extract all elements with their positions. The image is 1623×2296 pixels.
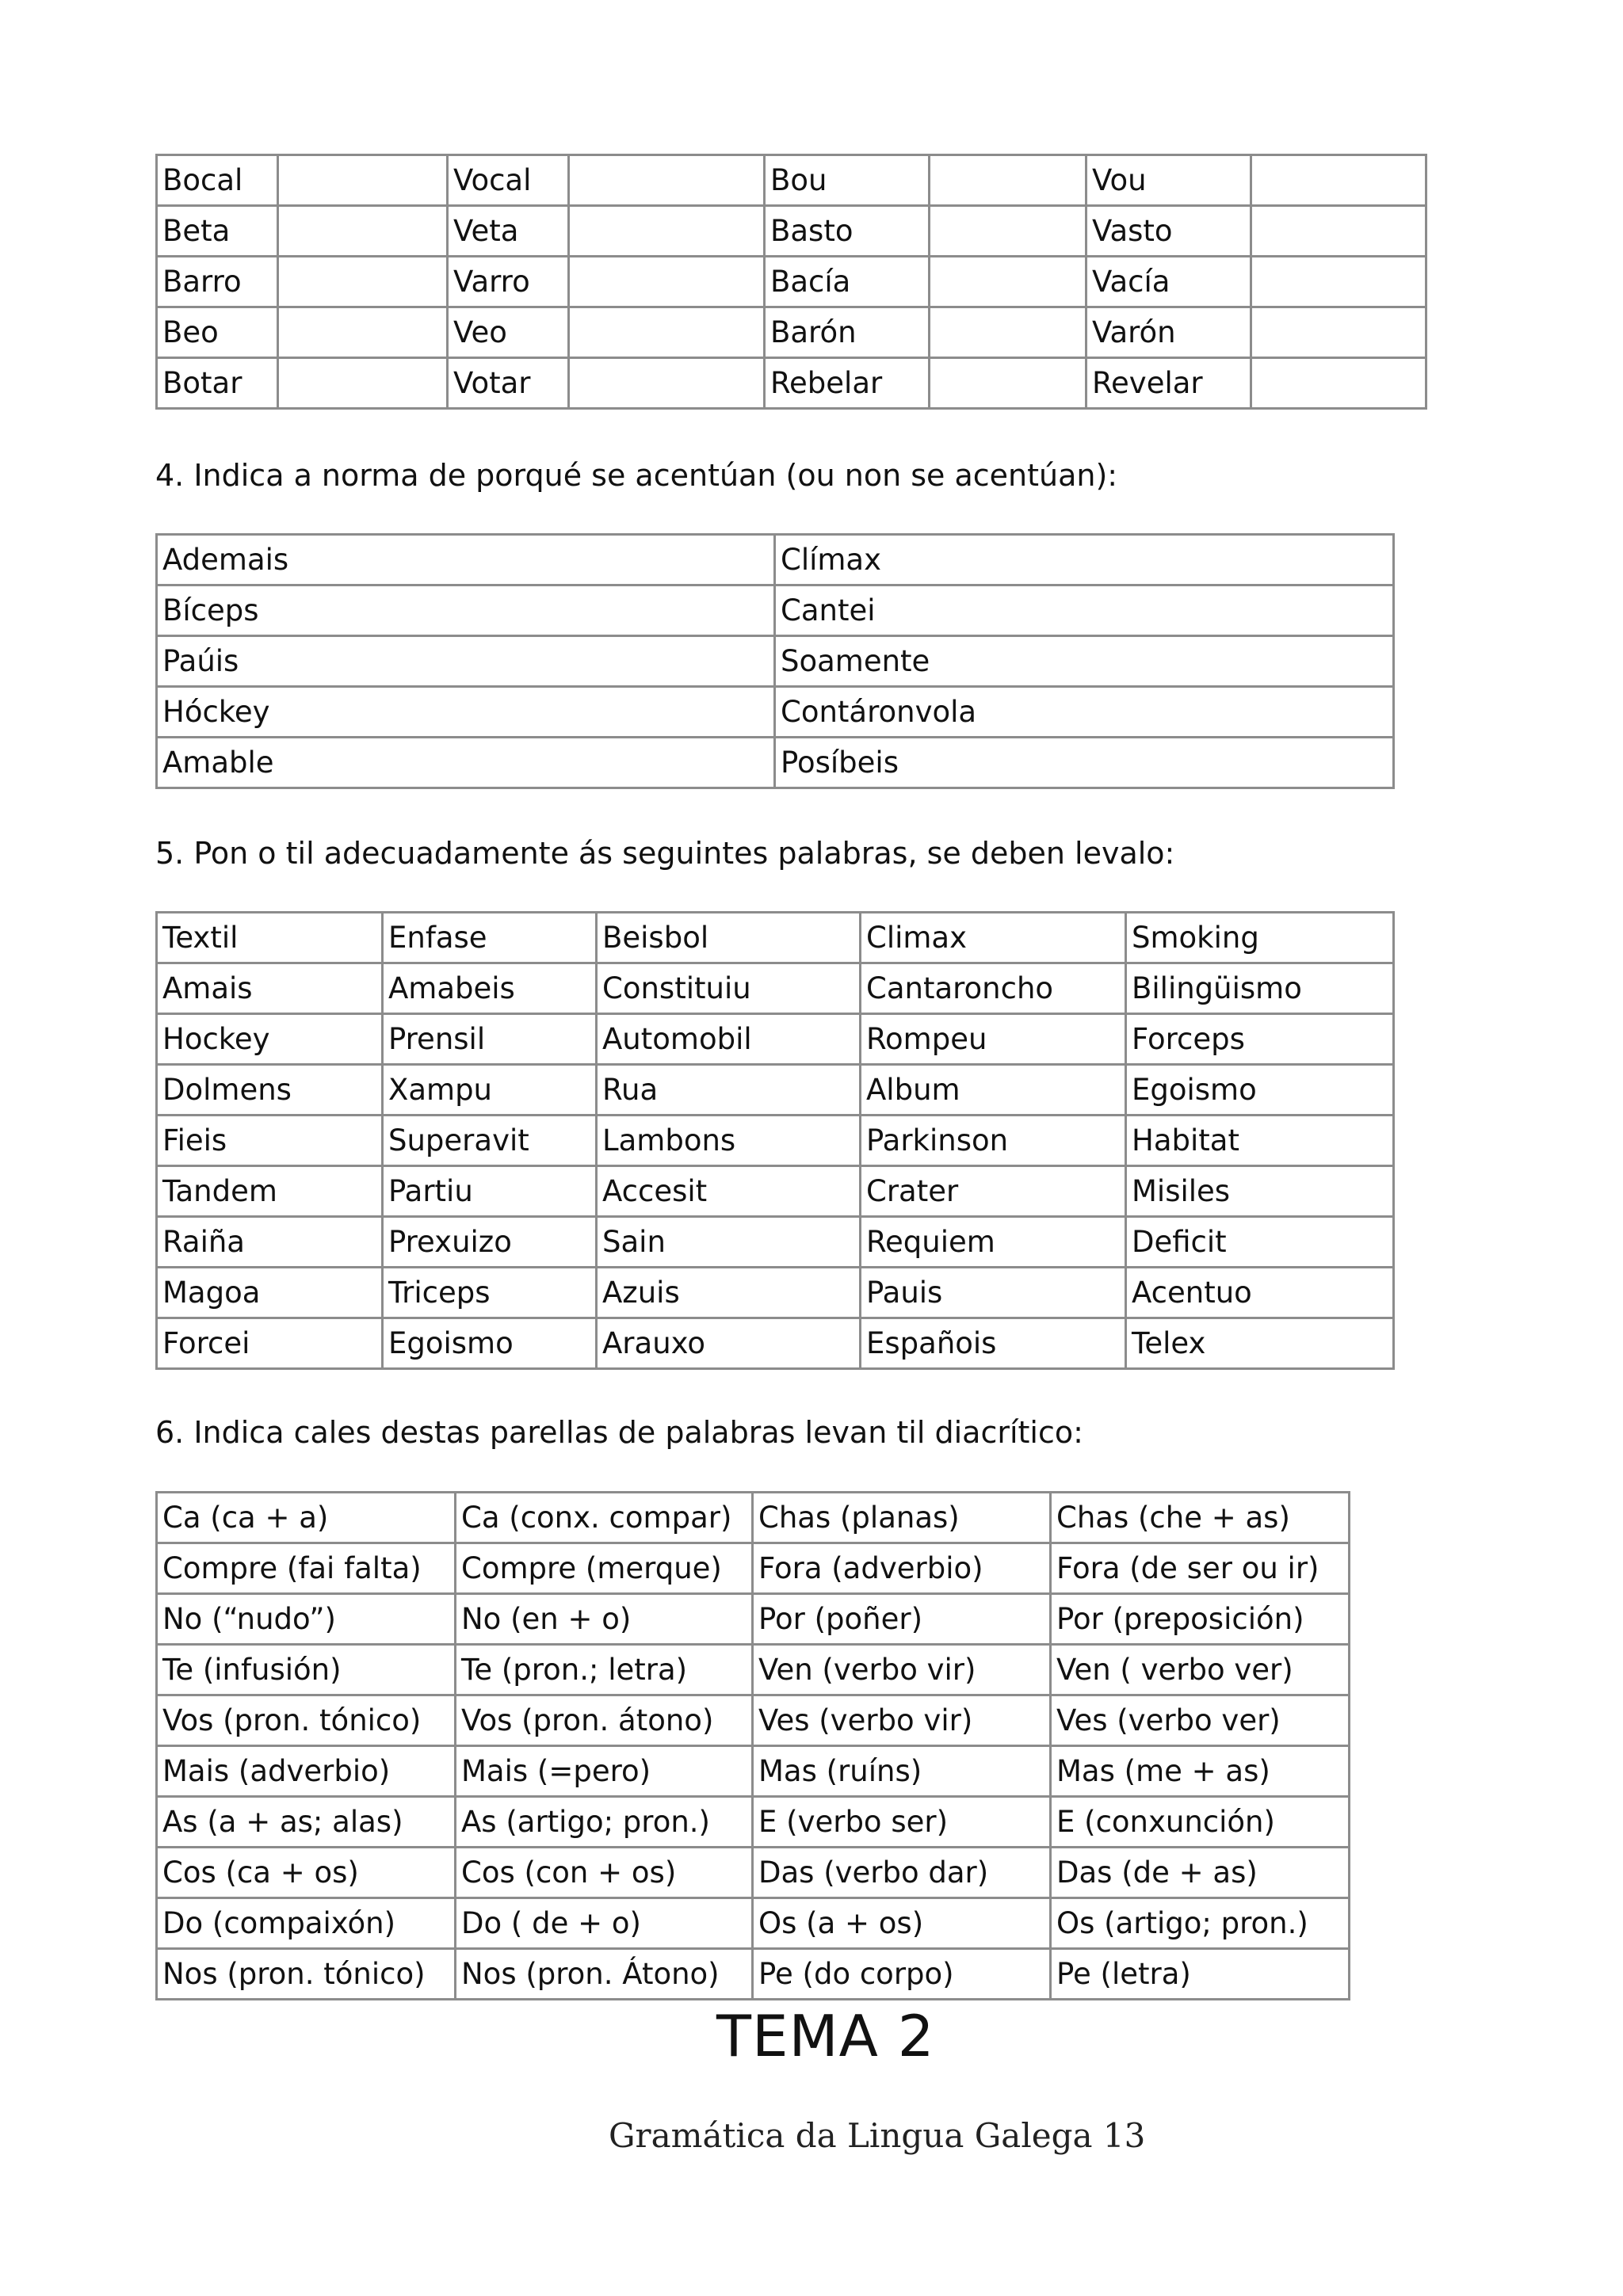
table-cell: Basto <box>765 206 930 257</box>
table-cell: Españois <box>861 1318 1126 1369</box>
table-cell <box>278 257 448 307</box>
table-cell: Bilingüismo <box>1126 963 1394 1014</box>
section-6-heading: 6. Indica cales destas parellas de palabras levan til diacrítico: <box>155 1415 1083 1450</box>
table-cell: Fora (adverbio) <box>753 1543 1051 1594</box>
table-cell: Fieis <box>157 1116 383 1166</box>
table-cell: Clímax <box>775 535 1394 585</box>
table-cell: Paúis <box>157 636 775 687</box>
table-cell: Barro <box>157 257 278 307</box>
table-cell: Superavit <box>383 1116 597 1166</box>
table-cell: Veta <box>448 206 569 257</box>
table-cell: Prensil <box>383 1014 597 1065</box>
table-row <box>157 307 1426 358</box>
table-cell: Das (verbo dar) <box>753 1848 1051 1898</box>
table-row <box>157 1268 1394 1318</box>
table-cell <box>1251 257 1426 307</box>
section-4-heading: 4. Indica a norma de porqué se acentúan (ou non se acentúan): <box>155 458 1118 493</box>
table-section-6 <box>155 1491 1350 2000</box>
table-cell: Ves (verbo vir) <box>753 1695 1051 1746</box>
table-cell: Ademais <box>157 535 775 585</box>
table-cell: Sain <box>597 1217 861 1268</box>
table-cell: Xampu <box>383 1065 597 1116</box>
table-row <box>157 155 1426 206</box>
table-cell: Revelar <box>1086 358 1251 409</box>
table-row <box>157 1645 1350 1695</box>
table-cell <box>930 155 1086 206</box>
table-section-5 <box>155 911 1395 1370</box>
table-cell: Arauxo <box>597 1318 861 1369</box>
table-row <box>157 1797 1350 1848</box>
table-cell: Vacía <box>1086 257 1251 307</box>
table-cell: Vos (pron. átono) <box>456 1695 753 1746</box>
table-row <box>157 1543 1350 1594</box>
table-cell: Amais <box>157 963 383 1014</box>
table-row <box>157 636 1394 687</box>
table-cell: Nos (pron. Átono) <box>456 1949 753 2000</box>
table-cell: Hockey <box>157 1014 383 1065</box>
section-5-heading: 5. Pon o til adecuadamente ás seguintes palabras, se deben levalo: <box>155 836 1175 871</box>
table-cell: Chas (planas) <box>753 1493 1051 1543</box>
table-cell: Deficit <box>1126 1217 1394 1268</box>
table-cell <box>1251 358 1426 409</box>
table-cell: Veo <box>448 307 569 358</box>
table-cell: Os (artigo; pron.) <box>1051 1898 1350 1949</box>
table-cell: Vou <box>1086 155 1251 206</box>
table-cell: Por (poñer) <box>753 1594 1051 1645</box>
table-cell: E (verbo ser) <box>753 1797 1051 1848</box>
tilde-table <box>155 911 1395 1370</box>
table-cell: Accesit <box>597 1166 861 1217</box>
page-footer: Gramática da Lingua Galega 13 <box>609 2116 1146 2155</box>
table-row <box>157 1166 1394 1217</box>
table-cell: Habitat <box>1126 1116 1394 1166</box>
table-cell: As (artigo; pron.) <box>456 1797 753 1848</box>
table-cell: Automobil <box>597 1014 861 1065</box>
table-cell: Te (infusión) <box>157 1645 456 1695</box>
table-cell: Vocal <box>448 155 569 206</box>
table-cell: Triceps <box>383 1268 597 1318</box>
table-cell <box>930 257 1086 307</box>
table-cell: Pe (letra) <box>1051 1949 1350 2000</box>
table-cell: Forceps <box>1126 1014 1394 1065</box>
table-cell: Por (preposición) <box>1051 1594 1350 1645</box>
table-row <box>157 687 1394 738</box>
table-cell: Fora (de ser ou ir) <box>1051 1543 1350 1594</box>
table-cell: Pe (do corpo) <box>753 1949 1051 2000</box>
table-cell: Posíbeis <box>775 738 1394 788</box>
table-cell: Amable <box>157 738 775 788</box>
table-cell: Ca (conx. compar) <box>456 1493 753 1543</box>
table-cell: Te (pron.; letra) <box>456 1645 753 1695</box>
table-cell: Barón <box>765 307 930 358</box>
table-cell: Rompeu <box>861 1014 1126 1065</box>
table-cell: Partiu <box>383 1166 597 1217</box>
table-cell: As (a + as; alas) <box>157 1797 456 1848</box>
table-cell: Smoking <box>1126 913 1394 963</box>
diacritic-table <box>155 1491 1350 2000</box>
table-cell <box>569 307 765 358</box>
table-cell: Ves (verbo ver) <box>1051 1695 1350 1746</box>
table-cell: Bíceps <box>157 585 775 636</box>
table-cell: Mais (adverbio) <box>157 1746 456 1797</box>
table-cell: Mas (me + as) <box>1051 1746 1350 1797</box>
table-cell: Tandem <box>157 1166 383 1217</box>
table-cell: Constituiu <box>597 963 861 1014</box>
table-cell: Do ( de + o) <box>456 1898 753 1949</box>
table-row <box>157 1594 1350 1645</box>
table-row <box>157 206 1426 257</box>
table-cell: Raiña <box>157 1217 383 1268</box>
table-cell: Das (de + as) <box>1051 1848 1350 1898</box>
table-row <box>157 1949 1350 2000</box>
table-cell: Amabeis <box>383 963 597 1014</box>
table-cell: Botar <box>157 358 278 409</box>
table-cell <box>278 155 448 206</box>
table-cell: Beisbol <box>597 913 861 963</box>
table-cell: Requiem <box>861 1217 1126 1268</box>
table-cell: Mas (ruíns) <box>753 1746 1051 1797</box>
table-cell: Parkinson <box>861 1116 1126 1166</box>
table-cell: Beta <box>157 206 278 257</box>
table-cell: Contáronvola <box>775 687 1394 738</box>
table-cell: Do (compaixón) <box>157 1898 456 1949</box>
table-cell: Compre (fai falta) <box>157 1543 456 1594</box>
table-row <box>157 1065 1394 1116</box>
table-cell: Vasto <box>1086 206 1251 257</box>
table-cell: Climax <box>861 913 1126 963</box>
table-row <box>157 963 1394 1014</box>
table-cell: Mais (=pero) <box>456 1746 753 1797</box>
table-cell: Rebelar <box>765 358 930 409</box>
table-cell: Crater <box>861 1166 1126 1217</box>
table-cell: Votar <box>448 358 569 409</box>
table-cell: Chas (che + as) <box>1051 1493 1350 1543</box>
table-cell: Bacía <box>765 257 930 307</box>
table-cell: Cos (ca + os) <box>157 1848 456 1898</box>
accent-rule-table <box>155 533 1395 789</box>
table-cell: Ca (ca + a) <box>157 1493 456 1543</box>
table-cell: Telex <box>1126 1318 1394 1369</box>
table-cell <box>1251 206 1426 257</box>
table-cell: Rua <box>597 1065 861 1116</box>
table-cell: Ven ( verbo ver) <box>1051 1645 1350 1695</box>
table-cell: Ven (verbo vir) <box>753 1645 1051 1695</box>
table-cell <box>569 206 765 257</box>
table-row <box>157 535 1394 585</box>
table-cell: Magoa <box>157 1268 383 1318</box>
table-cell: Varón <box>1086 307 1251 358</box>
table-cell: Album <box>861 1065 1126 1116</box>
table-cell <box>278 307 448 358</box>
table-row <box>157 1493 1350 1543</box>
tema-title: TEMA 2 <box>716 2003 935 2069</box>
table-cell <box>278 358 448 409</box>
table-cell: Hóckey <box>157 687 775 738</box>
pairs-table <box>155 154 1427 410</box>
table-row <box>157 1318 1394 1369</box>
table-cell <box>569 155 765 206</box>
table-cell: Cos (con + os) <box>456 1848 753 1898</box>
table-row <box>157 1898 1350 1949</box>
table-cell: Textil <box>157 913 383 963</box>
table-row <box>157 585 1394 636</box>
table-cell <box>930 307 1086 358</box>
table-cell: Lambons <box>597 1116 861 1166</box>
table-section-4 <box>155 533 1395 789</box>
table-cell: Pauis <box>861 1268 1126 1318</box>
table-cell <box>930 206 1086 257</box>
table-cell: No (en + o) <box>456 1594 753 1645</box>
table-cell: Bocal <box>157 155 278 206</box>
table-cell: E (conxunción) <box>1051 1797 1350 1848</box>
table-cell <box>930 358 1086 409</box>
table-cell: Azuis <box>597 1268 861 1318</box>
table-cell: No (“nudo”) <box>157 1594 456 1645</box>
table-row <box>157 1014 1394 1065</box>
table-cell: Prexuizo <box>383 1217 597 1268</box>
table-row <box>157 257 1426 307</box>
table-cell <box>569 358 765 409</box>
table-cell: Misiles <box>1126 1166 1394 1217</box>
table-cell: Acentuo <box>1126 1268 1394 1318</box>
table-cell: Egoismo <box>383 1318 597 1369</box>
table-row <box>157 358 1426 409</box>
table-row <box>157 1848 1350 1898</box>
table-cell: Soamente <box>775 636 1394 687</box>
table-cell <box>569 257 765 307</box>
table-cell: Varro <box>448 257 569 307</box>
table-cell: Os (a + os) <box>753 1898 1051 1949</box>
table-row <box>157 1217 1394 1268</box>
table-cell <box>1251 155 1426 206</box>
table-cell: Cantei <box>775 585 1394 636</box>
table-cell: Forcei <box>157 1318 383 1369</box>
table-cell: Bou <box>765 155 930 206</box>
table-row <box>157 738 1394 788</box>
table-row <box>157 1695 1350 1746</box>
table-cell: Egoismo <box>1126 1065 1394 1116</box>
table-cell: Dolmens <box>157 1065 383 1116</box>
table-cell: Beo <box>157 307 278 358</box>
table-word-pairs <box>155 154 1427 410</box>
table-cell: Nos (pron. tónico) <box>157 1949 456 2000</box>
table-row <box>157 1746 1350 1797</box>
table-cell: Compre (merque) <box>456 1543 753 1594</box>
table-row <box>157 913 1394 963</box>
table-cell: Cantaroncho <box>861 963 1126 1014</box>
table-cell <box>1251 307 1426 358</box>
table-cell <box>278 206 448 257</box>
table-row <box>157 1116 1394 1166</box>
table-cell: Enfase <box>383 913 597 963</box>
table-cell: Vos (pron. tónico) <box>157 1695 456 1746</box>
